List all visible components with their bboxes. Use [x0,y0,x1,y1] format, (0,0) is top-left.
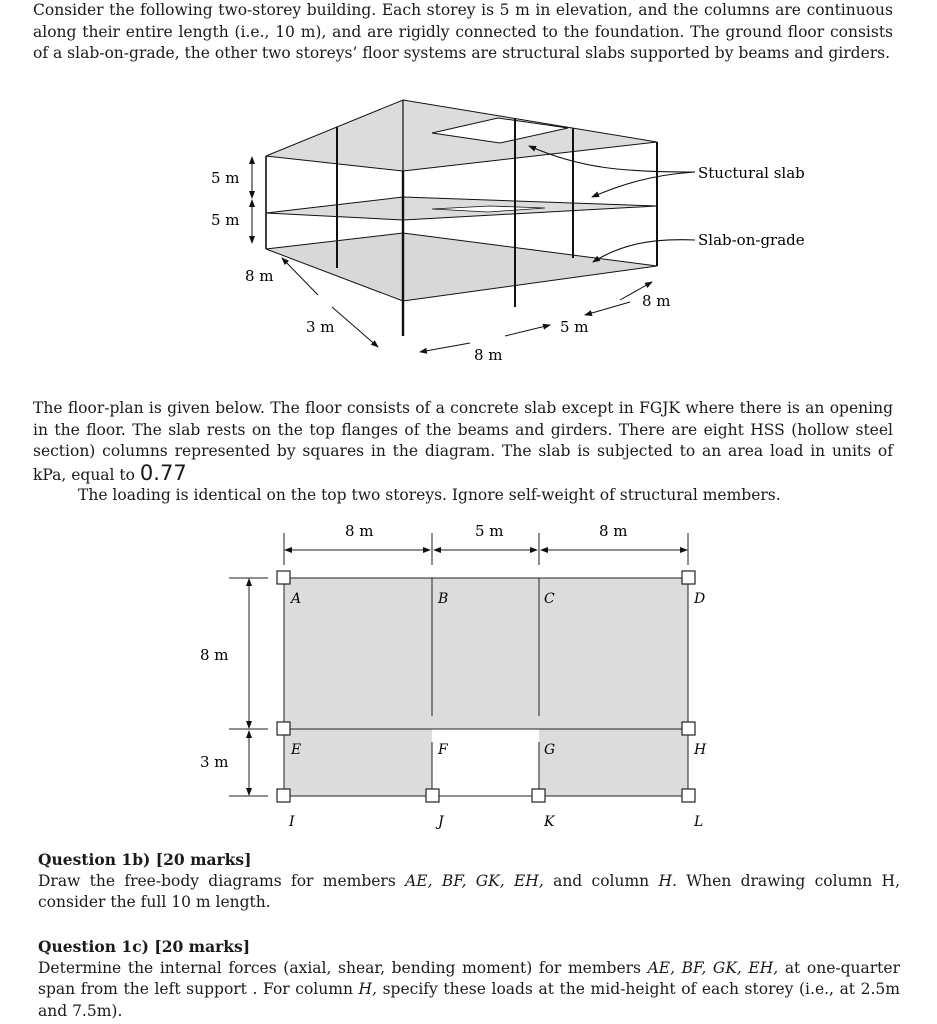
slab-area-top [284,578,688,729]
label-C: C [544,591,555,607]
label-D: D [694,591,706,607]
iso-storey1-label: 5 m [211,169,240,187]
floorplan-text: The floor-plan is given below. The floor consists of a concrete slab except in FGJK where there is an opening in the floor. The slab rests on the top flanges of the beams and girders. There are eight HSS (hollow steel section) columns represented by squares in the diagram. The slab is subjected to an area load in units of kPa, equal to [33,399,893,484]
question-1b-heading: Question 1b) [20 marks] [38,850,252,869]
question-1b [38,849,900,914]
slab-area-left [284,729,432,796]
iso-depth-right-label: 8 m [642,292,671,310]
plan-dim-1: 8 m [345,522,374,540]
intro-paragraph: Consider the following two-storey building. Each storey is 5 m in elevation, and the columns are continuous along their entire length (i.e., 10 m), and are rigidly connected to the foundation. The ground floor consists of a slab-on-grade, the other two storeys’ floor systems are structural slabs supported by beams and girders. [33,1,893,62]
structural-slab-label: Stuctural slab [698,164,805,182]
iso-depth-left-label: 8 m [245,267,274,285]
column-L [682,789,695,802]
column-D [682,571,695,584]
plan-dim-3: 8 m [599,522,628,540]
label-K: K [544,814,555,830]
column-H [682,722,695,735]
plan-dimv-1: 8 m [200,646,229,664]
column-J [426,789,439,802]
load-value: 0.77 [139,460,187,485]
column-I [277,789,290,802]
plan-dim-2: 5 m [475,522,504,540]
iso-width-front-label: 8 m [474,346,503,364]
iso-bay-mid-label: 5 m [560,318,589,336]
slab-on-grade-label: Slab-on-grade [698,231,805,249]
slab-area-right [539,729,688,796]
label-B: B [438,591,449,607]
column-K [532,789,545,802]
label-I: I [289,814,295,830]
question-1c-heading: Question 1c) [20 marks] [38,937,251,956]
label-A: A [291,591,302,607]
column-E [277,722,290,735]
question-1c-body: Determine the internal forces (axial, shear, bending moment) for members AE, BF, GK, EH, at one-quarter span from the left support . For column H, specify these loads at the mid-height of each storey (i.e., at 2.5m and 7.5m). [38,958,900,1020]
label-H: H [694,742,707,758]
question-1b-body: Draw the free-body diagrams for members AE, BF, GK, EH, and column H. When drawing column H, consider the full 10 m length. [38,871,900,911]
column-A [277,571,290,584]
label-L: L [694,814,704,830]
iso-bay-left-label: 3 m [306,318,335,336]
label-J: J [438,814,444,830]
iso-storey2-label: 5 m [211,211,240,229]
identical-loading-text: The loading is identical on the top two storeys. Ignore self-weight of structural members. [78,486,781,504]
label-E: E [291,742,302,758]
question-1c [38,936,900,1022]
label-F: F [438,742,448,758]
label-G: G [544,742,556,758]
plan-dimv-2: 3 m [200,753,229,771]
